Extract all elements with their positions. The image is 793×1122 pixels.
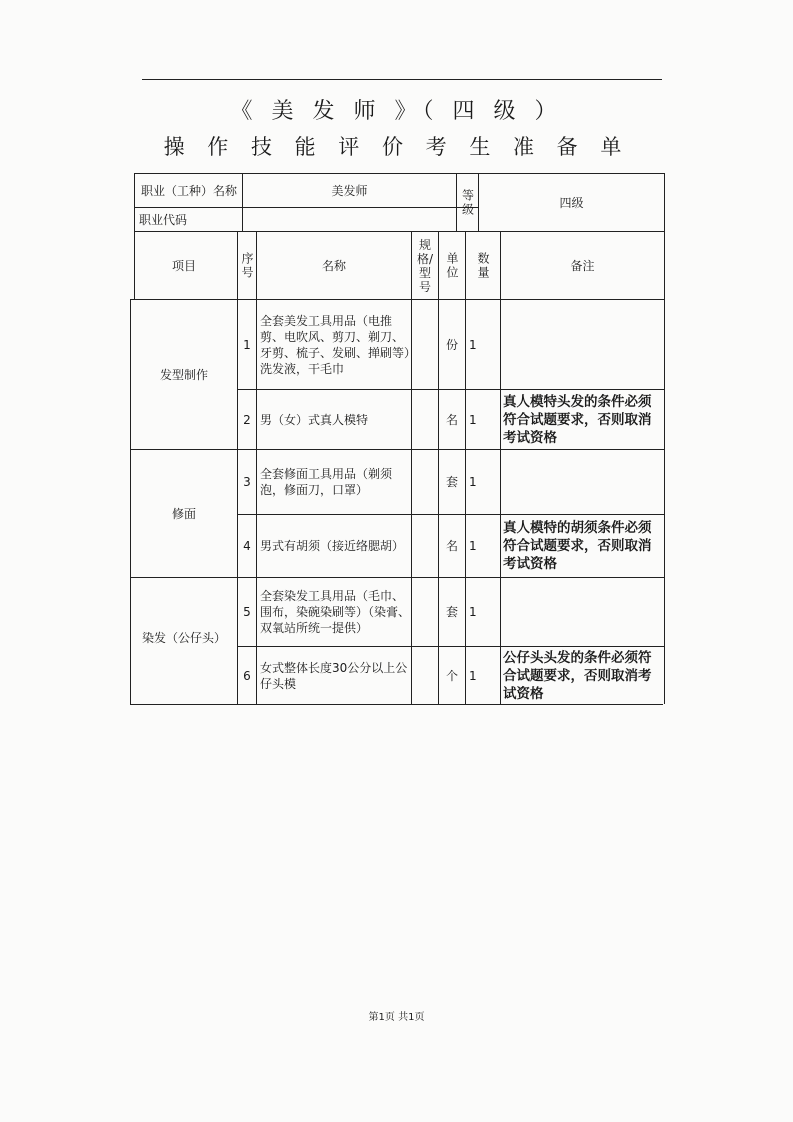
code-value <box>243 208 456 231</box>
table-row-name: 全套修面工具用品（剃须泡，修面刀，口罩） <box>260 467 393 497</box>
col-header-seq: 序号 <box>240 251 254 280</box>
table-row-note <box>501 578 664 646</box>
col-header-name: 名称 <box>321 258 346 273</box>
table-row-seq: 5 <box>243 605 251 619</box>
level-label: 等级 <box>460 188 475 217</box>
table-row-unit: 名 <box>445 539 458 553</box>
occupation-value: 美发师 <box>331 183 368 198</box>
table-row-name: 男式有胡须（接近络腮胡） <box>260 539 405 553</box>
col-header-item: 项目 <box>171 258 196 273</box>
table-row-qty: 1 <box>469 475 477 489</box>
table-row-qty: 1 <box>469 337 477 352</box>
group-hair-dyeing: 染发（公仔头） <box>141 630 226 645</box>
table-row-unit: 名 <box>445 412 458 427</box>
col-header-unit: 单位 <box>445 251 459 280</box>
table-row-qty: 1 <box>469 412 477 427</box>
col-header-qty: 数量 <box>476 251 490 280</box>
table-row-spec <box>412 578 438 646</box>
table-row-spec <box>412 515 438 577</box>
level-value: 四级 <box>559 195 584 210</box>
table-row-note: 真人模特的胡须条件必须符合试题要求，否则取消考试资格 <box>503 520 652 572</box>
table-row-name: 全套美发工具用品（电推剪、电吹风、剪刀、剃刀、牙剪、梳子、发刷、掸刷等）洗发液，干毛巾 <box>260 313 411 376</box>
rule <box>664 173 665 704</box>
table-row-note <box>501 450 664 514</box>
table-row-note <box>501 300 664 389</box>
group-shaving: 修面 <box>171 506 196 521</box>
table-row-spec <box>412 390 438 449</box>
table-row-spec <box>412 300 438 389</box>
page-number: 第1页 共1页 <box>368 1012 425 1023</box>
table-row-qty: 1 <box>469 605 477 619</box>
document-title: 《 美 发 师 》（ 四 级 ） <box>230 99 563 124</box>
occupation-label: 职业（工种）名称 <box>140 183 237 198</box>
table-row-unit: 份 <box>445 337 458 352</box>
rule <box>130 704 663 705</box>
document-subtitle: 操 作 技 能 评 价 考 生 准 备 单 <box>163 135 630 159</box>
table-row-seq: 3 <box>243 475 251 489</box>
table-row-spec <box>412 647 438 704</box>
table-row-name: 男（女）式真人模特 <box>260 412 369 427</box>
table-row-name: 全套染发工具用品（毛巾、围布，染碗染刷等）（染膏、双氧站所统一提供） <box>260 589 411 635</box>
code-label: 职业代码 <box>139 212 188 227</box>
table-row-seq: 6 <box>243 668 251 683</box>
table-row-qty: 1 <box>469 668 477 683</box>
table-row-qty: 1 <box>469 539 477 553</box>
table-row-spec <box>412 450 438 514</box>
table-row-seq: 2 <box>243 412 251 427</box>
table-row-unit: 个 <box>445 668 458 683</box>
table-row-note: 公仔头头发的条件必须符合试题要求，否则取消考试资格 <box>503 649 652 702</box>
table-row-unit: 套 <box>445 605 458 619</box>
table-row-note: 真人模特头发的条件必须符合试题要求，否则取消考试资格 <box>503 393 652 446</box>
table-row-seq: 1 <box>243 337 251 352</box>
col-header-spec: 规格/型号 <box>416 237 434 294</box>
group-hair-styling: 发型制作 <box>159 368 208 382</box>
table-row-name: 女式整体长度30公分以上公仔头模 <box>260 660 408 691</box>
col-header-note: 备注 <box>570 258 595 273</box>
table-row-unit: 套 <box>445 475 458 489</box>
table-row-seq: 4 <box>243 539 251 553</box>
